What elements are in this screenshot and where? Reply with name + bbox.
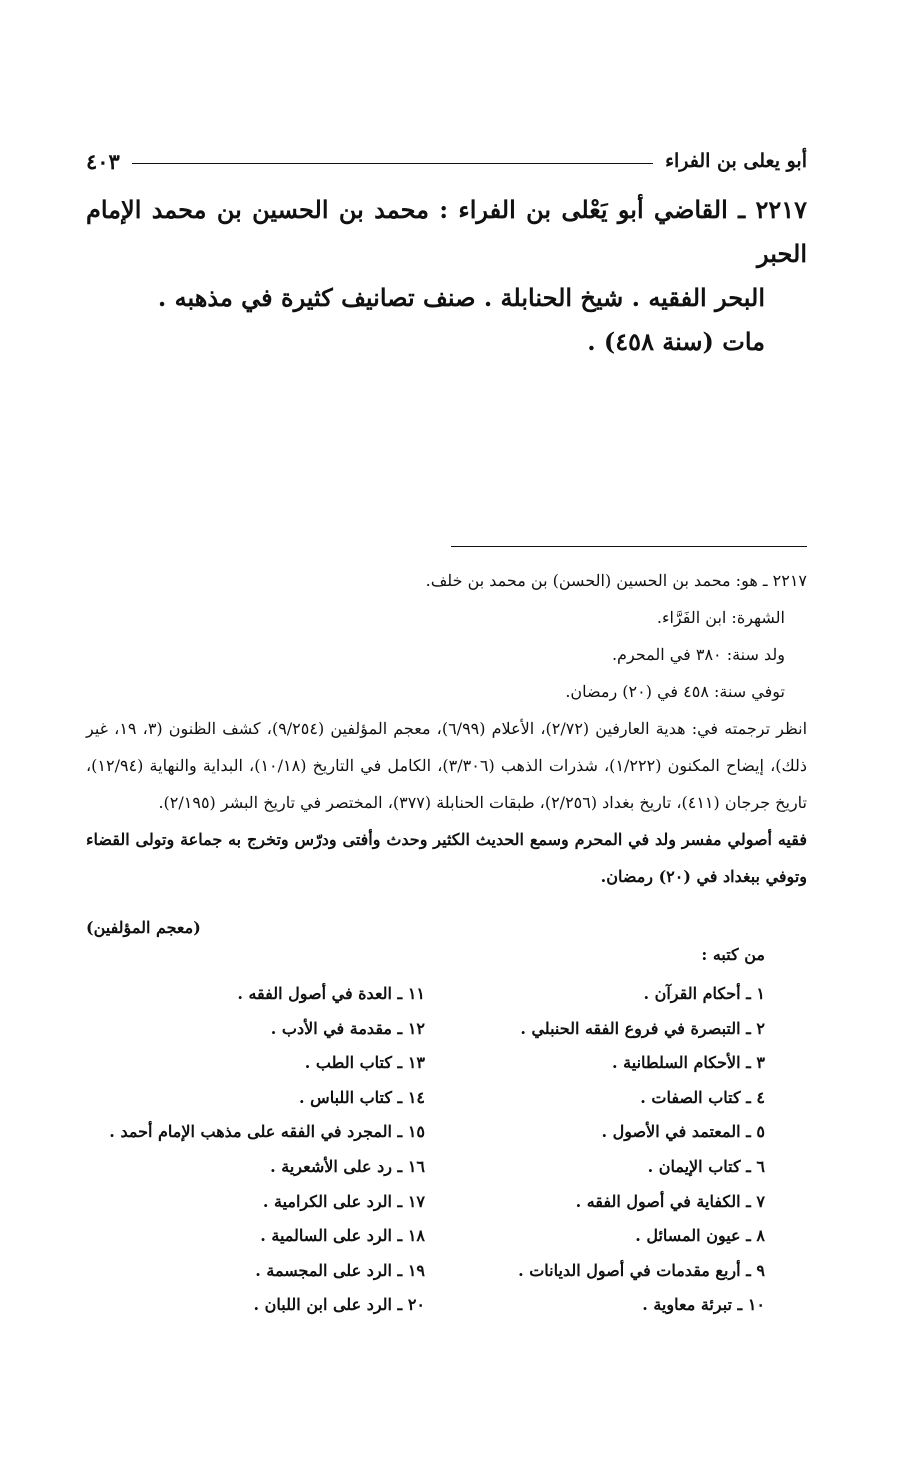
list-item: ٥ ـ المعتمد في الأصول . [601, 1122, 765, 1142]
list-item: ١٦ ـ رد على الأشعرية . [270, 1156, 425, 1176]
list-item: ٨ ـ عيون المسائل . [635, 1226, 765, 1246]
footnote-line-3: ولد سنة: ٣٨٠ في المحرم. [611, 645, 785, 664]
books-column-left [109, 977, 425, 1323]
list-item: ١٧ ـ الرد على الكرامية . [262, 1191, 425, 1211]
footnote-bio: فقيه أصولي مفسر ولد في المحرم وسمع الحديث الكثير وحدث وأفتى ودرّس وتخرج به جماعة وتولى القضاء وتوفي ببغداد في (٢٠) رمضان. [86, 830, 807, 886]
list-item: ١ ـ أحكام القرآن . [643, 984, 765, 1003]
footnote-line-4: توفي سنة: ٤٥٨ في (٢٠) رمضان. [565, 682, 785, 701]
list-item: ٢ ـ التبصرة في فروع الفقه الحنبلي . [520, 1018, 765, 1038]
list-item: ٣ ـ الأحكام السلطانية . [612, 1053, 765, 1073]
list-item: ٧ ـ الكفاية في أصول الفقه . [575, 1191, 765, 1211]
footnote-references: انظر ترجمته في: هدية العارفين (٢/٧٢)، الأعلام (٦/٩٩)، معجم المؤلفين (٩/٢٥٤)، كشف الظنون (٣، ١٩، غير ذلك)، إيضاح المكنون (١/٢٢٢)، شذرات الذهب (٣/٣٠٦)، الكامل في التاريخ (١٠/١٨)، البداية والنهاية (١٢/٩٤)، تاريخ جرجان (٤١١)، تاريخ بغداد (٢/٢٥٦)، طبقات الحنابلة (٣٧٧)، المختصر في تاريخ البشر (٢/١٩٥). [86, 719, 808, 812]
books-column-right [445, 977, 765, 1323]
page-number: ٤٠٣ [86, 148, 120, 174]
footnote-separator [451, 546, 807, 547]
list-item: ٤ ـ كتاب الصفات . [640, 1087, 765, 1107]
list-item: ١٠ ـ تبرئة معاوية . [642, 1295, 765, 1315]
main-entry [86, 188, 807, 364]
list-item: ٩ ـ أربع مقدمات في أصول الديانات . [518, 1260, 765, 1280]
list-item: ٦ ـ كتاب الإيمان . [647, 1156, 765, 1176]
list-item: ١٤ ـ كتاب اللباس . [299, 1087, 425, 1107]
list-item: ١١ ـ العدة في أصول الفقه . [237, 984, 425, 1003]
books-list [86, 977, 765, 1323]
running-title: أبو يعلى بن الفراء [665, 150, 807, 172]
list-item: ١٨ ـ الرد على السالمية . [260, 1226, 425, 1246]
source-citation: (معجم المؤلفين) [86, 918, 201, 937]
footnote-line-1: ٢٢١٧ ـ هو: محمد بن الحسين (الحسن) بن محمد بن خلف. [425, 571, 807, 590]
books-heading: من كتبه : [701, 945, 765, 964]
footnotes [86, 562, 807, 895]
entry-line-3: مات (سنة ٤٥٨) . [587, 327, 765, 356]
list-item: ٢٠ ـ الرد على ابن اللبان . [253, 1295, 425, 1315]
footnote-line-2: الشهرة: ابن الفَرَّاء. [656, 608, 785, 627]
running-header [86, 146, 807, 176]
header-rule [132, 163, 653, 164]
entry-line-2: البحر الفقيه . شيخ الحنابلة . صنف تصانيف كثيرة في مذهبه . [157, 283, 765, 312]
list-item: ١٥ ـ المجرد في الفقه على مذهب الإمام أحمد . [109, 1122, 425, 1142]
list-item: ١٩ ـ الرد على المجسمة . [255, 1260, 425, 1280]
list-item: ١٣ ـ كتاب الطب . [304, 1053, 425, 1073]
entry-line-1: ٢٢١٧ ـ القاضي أبو يَعْلى بن الفراء : محمد بن الحسين بن محمد الإمام الحبر [86, 195, 807, 268]
list-item: ١٢ ـ مقدمة في الأدب . [270, 1018, 425, 1038]
